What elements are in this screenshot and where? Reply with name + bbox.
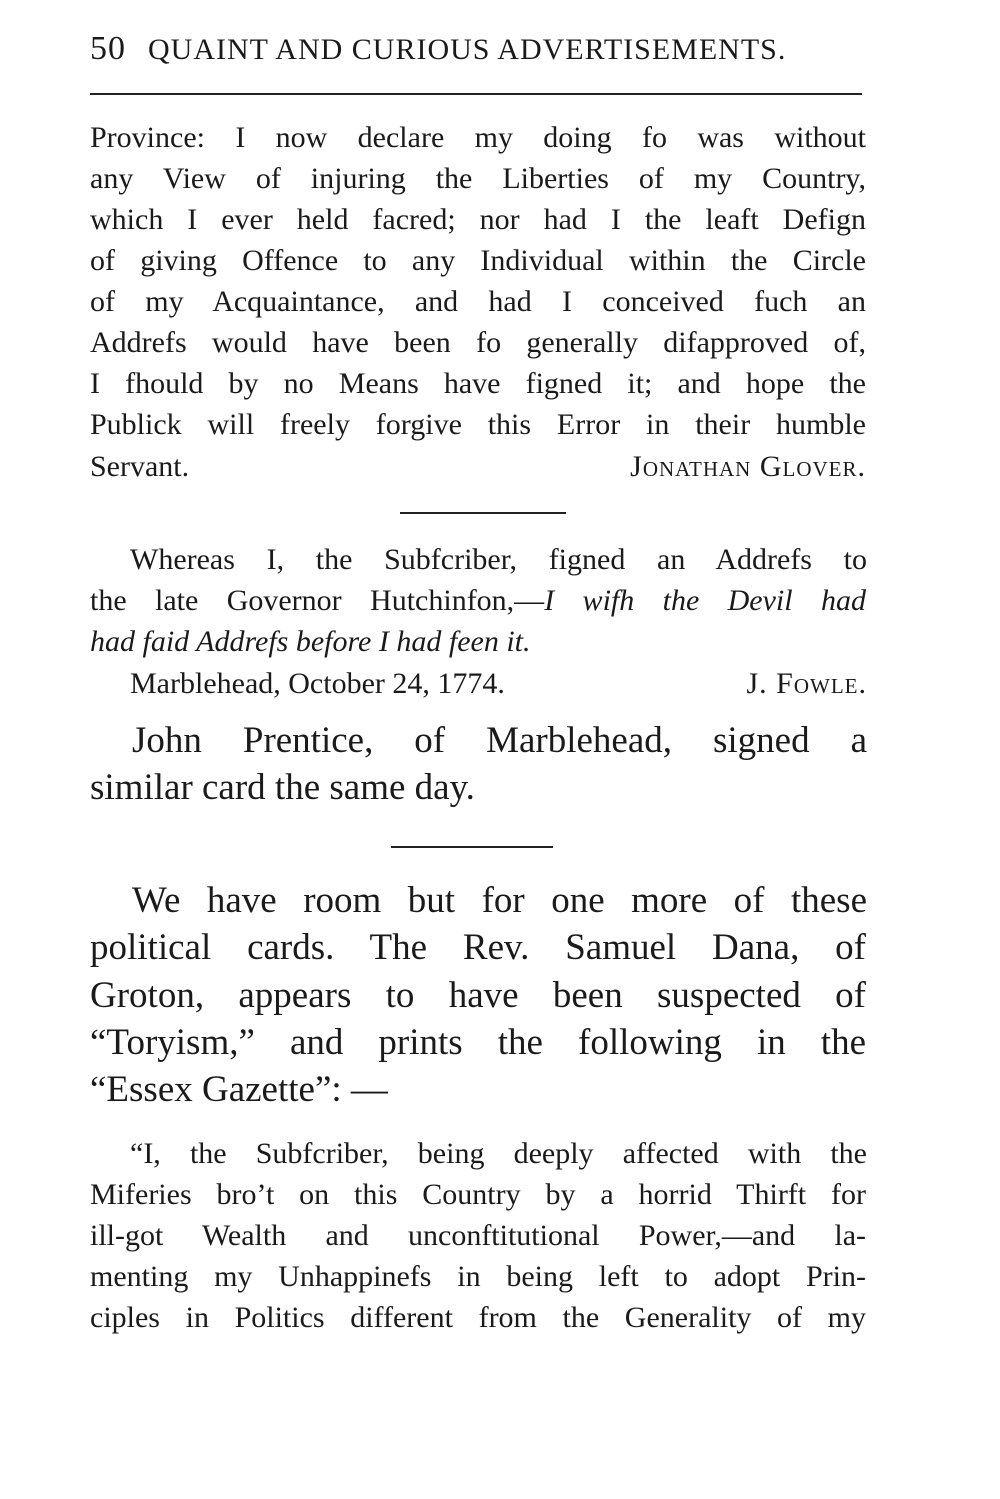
glover-closing-word: Servant. [90,450,190,483]
glover-line: which I ever held facred; nor had I the leaft Defign [90,203,866,236]
dana-intro-line: We have room but for one more of these [132,880,867,921]
dana-intro-line: “Toryism,” and prints the following in the [90,1022,866,1063]
fowle-line-italic: had faid Addrefs before I had feen it. [90,625,531,658]
dana-card-line: Miferies bro’t on this Country by a horrid Thirft for [90,1178,866,1211]
glover-closing-row [90,446,866,487]
glover-line: Addrefs would have been fo generally difapproved of, [90,326,866,359]
fowle-line2-italic: I wifh the Devil had [544,584,866,617]
fowle-place-date: Marblehead, October 24, 1774. [130,667,505,700]
page-number: 50 [90,30,126,67]
dana-card-line: ciples in Politics different from the Generality of my [90,1301,866,1334]
prentice-line: similar card the same day. [90,767,475,808]
fowle-signature: J. Fowle. [746,667,867,700]
dana-intro-line: political cards. The Rev. Samuel Dana, of [90,927,866,968]
fowle-line: Whereas I, the Subfcriber, figned an Addrefs to [130,543,867,576]
dana-card-line: menting my Unhappinefs in being left to adopt Prin- [90,1260,866,1293]
dana-intro-line: Groton, appears to have been suspected of [90,975,866,1016]
fowle-line2-plain: the late Governor Hutchinfon,— [90,584,545,617]
glover-line: any View of injuring the Liberties of my Country, [90,162,866,195]
running-header [90,30,865,68]
fowle-line-mixed [90,580,866,621]
dana-card-line: “I, the Subfcriber, being deeply affected with the [130,1137,867,1170]
header-rule [90,93,862,95]
margin-speck [48,1008,54,1034]
dana-intro-line: “Essex Gazette”: — [90,1069,388,1110]
glover-signature: Jonathan Glover. [630,450,866,483]
glover-line: I fhould by no Means have figned it; and hope the [90,367,866,400]
glover-line: of giving Offence to any Individual within the Circle [90,244,866,277]
section-divider [391,846,553,848]
section-divider [400,512,566,514]
glover-line: Publick will freely forgive this Error in their humble [90,408,866,441]
glover-line: Province: I now declare my doing fo was without [90,121,866,154]
fowle-signature-row [130,663,867,704]
running-title: QUAINT AND CURIOUS ADVERTISEMENTS. [148,33,787,66]
prentice-line: John Prentice, of Marblehead, signed a [132,720,867,761]
glover-line: of my Acquaintance, and had I conceived fuch an [90,285,866,318]
dana-card-line: ill-got Wealth and unconftitutional Power,—and la- [90,1219,866,1252]
